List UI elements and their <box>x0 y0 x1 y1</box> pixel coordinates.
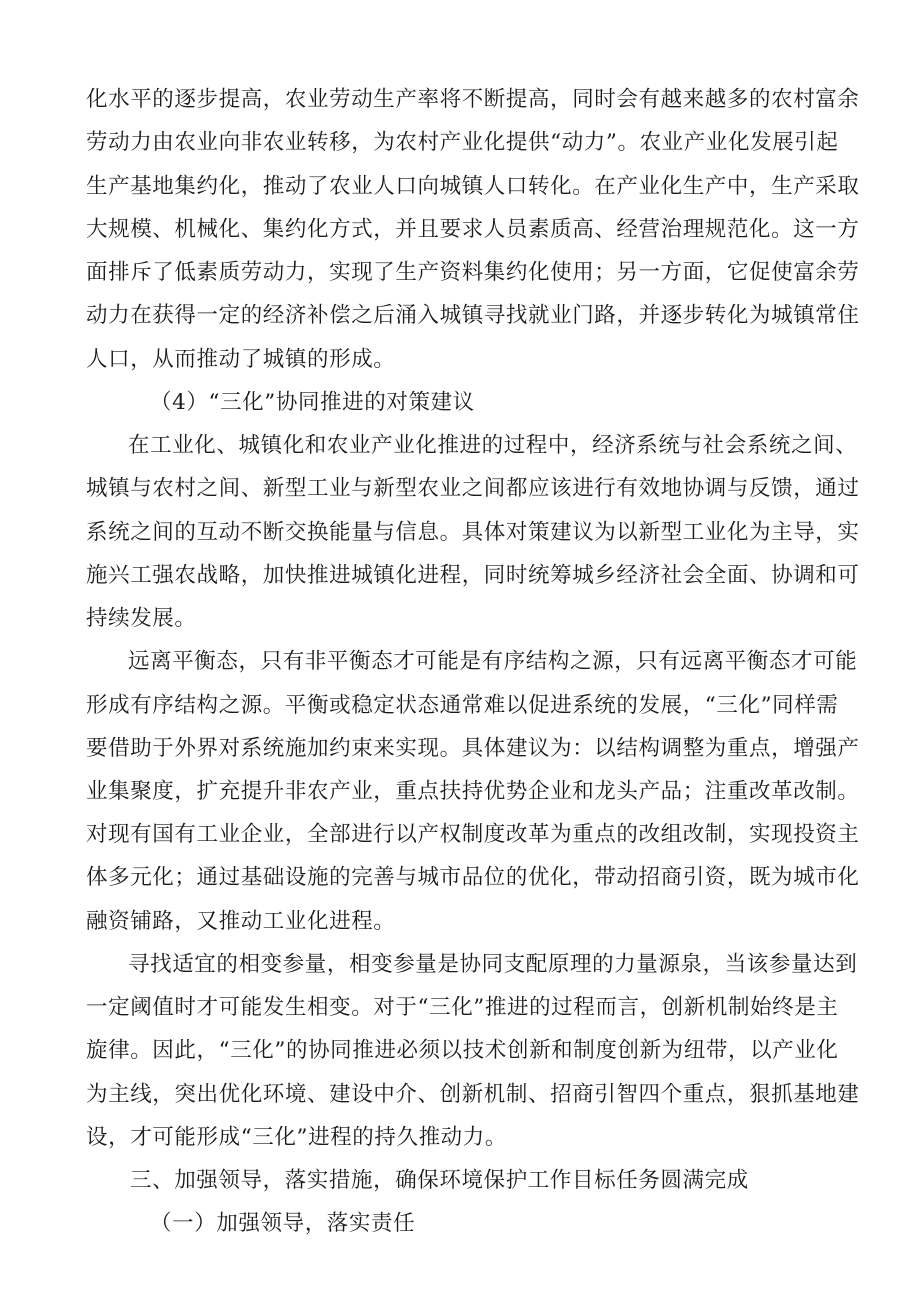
text-line: 设，才可能形成“三化”进程的持久推动力。 <box>86 1125 507 1150</box>
text-line: 旋律。因此，“三化”的协同推进必须以技术创新和制度创新为纽带，以产业化 <box>86 1038 839 1063</box>
text-line: 在工业化、城镇化和农业产业化推进的过程中，经济系统与社会系统之间、 <box>128 433 858 458</box>
text-line: 寻找适宜的相变参量，相变参量是协同支配原理的力量源泉，当该参量达到 <box>128 952 858 977</box>
text-line: 远离平衡态，只有非平衡态才可能是有序结构之源，只有远离平衡态才可能 <box>128 649 858 674</box>
text-line: 人口，从而推动了城镇的形成。 <box>86 347 396 372</box>
text-line: 业集聚度，扩充提升非农产业，重点扶持优势企业和龙头产品；注重改革改制。 <box>86 779 860 804</box>
text-line: 劳动力由农业向非农业转移，为农村产业化提供“动力”。农业产业化发展引起 <box>86 130 839 155</box>
text-line: 体多元化；通过基础设施的完善与城市品位的优化，带动招商引资，既为城市化 <box>86 865 860 890</box>
text-line: 大规模、机械化、集约化方式，并且要求人员素质高、经营治理规范化。这一方 <box>86 217 860 242</box>
text-line: 要借助于外界对系统施加约束来实现。具体建议为：以结构调整为重点，增强产 <box>86 736 860 761</box>
subsection-heading: （一）加强领导，落实责任 <box>150 1211 416 1236</box>
section-heading: 三、加强领导，落实措施，确保环境保护工作目标任务圆满完成 <box>130 1168 749 1193</box>
text-line: 融资铺路，又推动工业化进程。 <box>86 909 396 934</box>
text-line: 化水平的逐步提高，农业劳动生产率将不断提高，同时会有越来越多的农村富余 <box>86 87 860 112</box>
text-line: 为主线，突出优化环境、建设中介、创新机制、招商引智四个重点，狠抓基地建 <box>86 1082 860 1107</box>
text-line: 形成有序结构之源。平衡或稳定状态通常难以促进系统的发展，“三化”同样需 <box>86 693 839 718</box>
text-line: 生产基地集约化，推动了农业人口向城镇人口转化。在产业化生产中，生产采取 <box>86 174 860 199</box>
text-line: 对现有国有工业企业，全部进行以产权制度改革为重点的改组改制，实现投资主 <box>86 822 860 847</box>
text-line: 系统之间的互动不断交换能量与信息。具体对策建议为以新型工业化为主导，实 <box>86 520 860 545</box>
text-line: 城镇与农村之间、新型工业与新型农业之间都应该进行有效地协调与反馈，通过 <box>86 476 860 501</box>
text-line: 一定阈值时才可能发生相变。对于“三化”推进的过程而言，创新机制始终是主 <box>86 995 839 1020</box>
text-line: 动力在获得一定的经济补偿之后涌入城镇寻找就业门路，并逐步转化为城镇常住 <box>86 303 860 328</box>
text-line: 面排斥了低素质劳动力，实现了生产资料集约化使用；另一方面，它促使富余劳 <box>86 260 860 285</box>
text-line: 施兴工强农战略，加快推进城镇化进程，同时统筹城乡经济社会全面、协调和可 <box>86 563 860 588</box>
text-line: 持续发展。 <box>86 606 197 631</box>
section-heading: （4）“三化”协同推进的对策建议 <box>150 390 475 415</box>
